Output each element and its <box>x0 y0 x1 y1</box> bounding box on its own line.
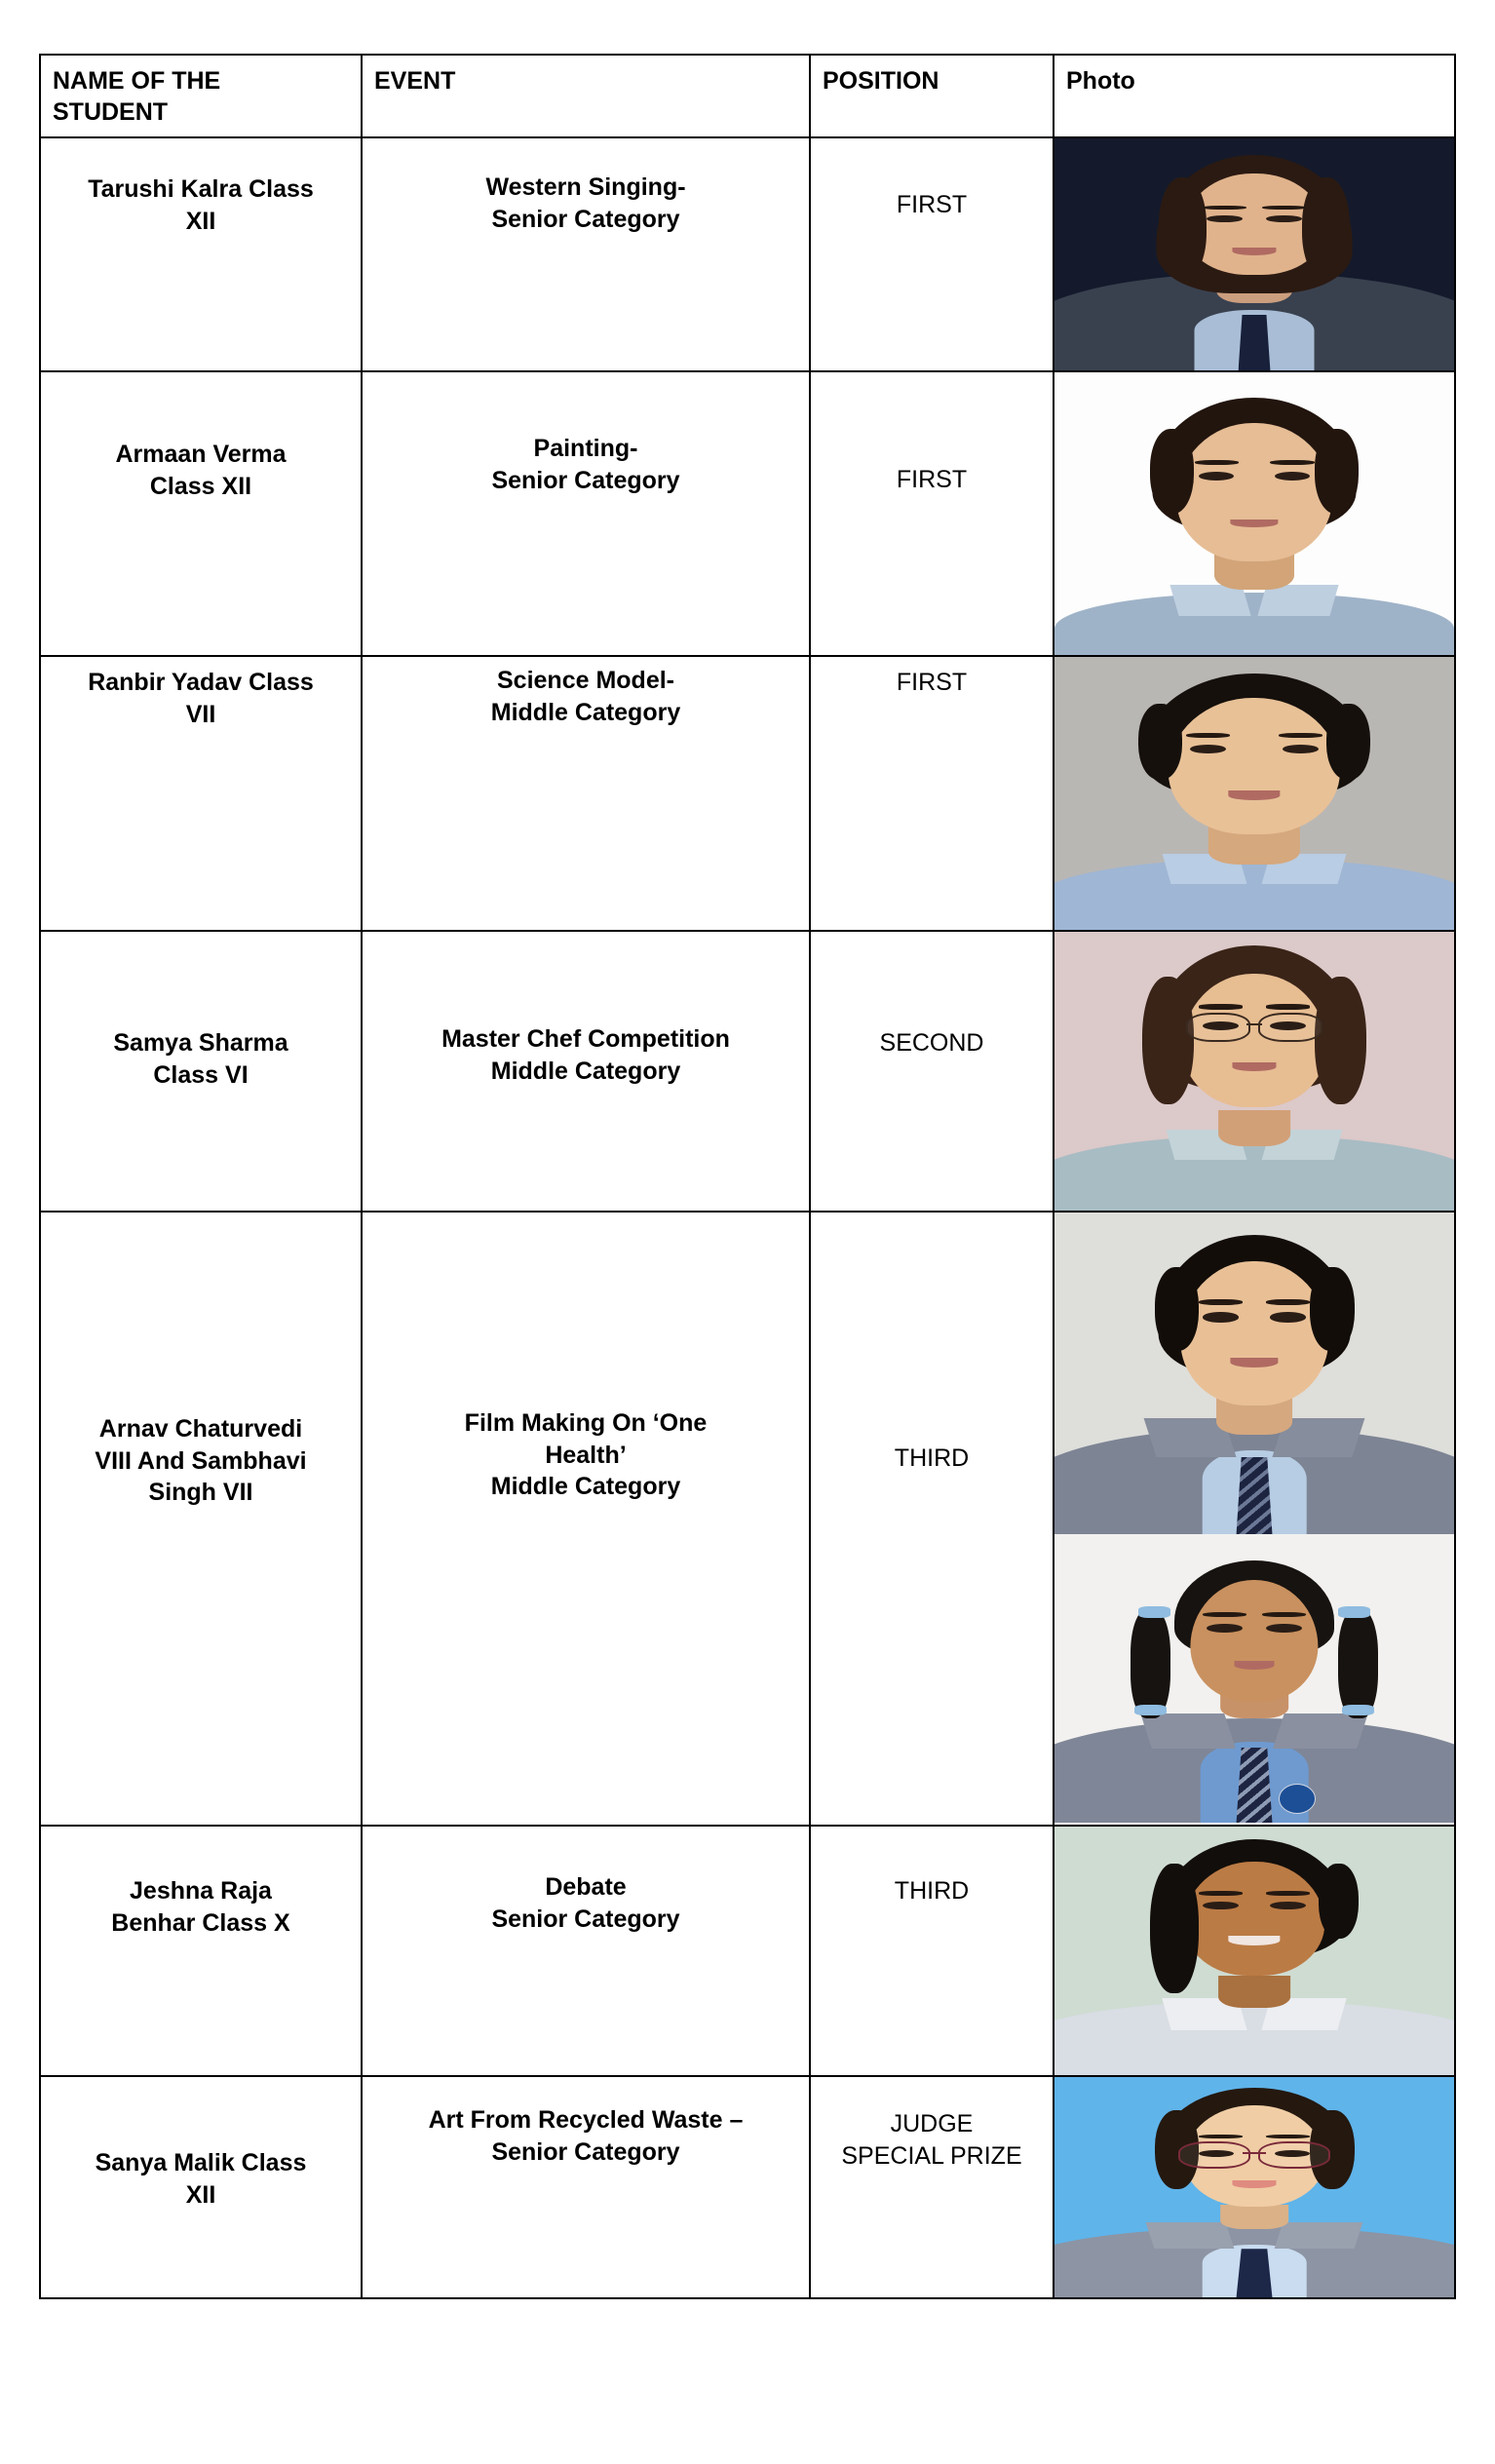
photo-cell <box>1054 137 1455 371</box>
photo-cell <box>1054 1212 1455 1826</box>
student-name-line1: Tarushi Kalra Class <box>88 175 314 203</box>
event-line2: Senior Category <box>491 205 680 233</box>
position-cell <box>810 371 1054 656</box>
event-text <box>363 932 809 1087</box>
student-name-line1: Arnav Chaturvedi <box>98 1415 303 1443</box>
student-name-cell <box>40 931 362 1212</box>
table-row <box>40 2076 1455 2298</box>
student-name-line2: VIII And Sambhavi <box>95 1446 307 1475</box>
event-line1: Western Singing- <box>485 173 686 201</box>
student-name-line1: Samya Sharma <box>113 1029 288 1057</box>
table-row <box>40 1212 1455 1826</box>
event-line1: Film Making On ‘One <box>464 1409 708 1437</box>
table-header <box>40 55 1455 137</box>
position-cell <box>810 656 1054 931</box>
event-line1: Art From Recycled Waste – <box>428 2106 744 2134</box>
student-photo <box>1054 1534 1454 1823</box>
position-text: FIRST <box>896 466 968 493</box>
student-name-cell <box>40 371 362 656</box>
student-name-text <box>41 2077 361 2211</box>
table-body <box>40 137 1455 2298</box>
student-name-text <box>41 1213 361 1509</box>
event-cell <box>362 2076 810 2298</box>
student-name-text <box>41 657 361 730</box>
student-name-line2: XII <box>185 2180 216 2209</box>
table-row <box>40 137 1455 371</box>
position-line1: JUDGE <box>890 2110 974 2137</box>
photo-stack <box>1054 138 1454 370</box>
student-name-line2: VII <box>185 700 216 728</box>
student-name-line2: Class XII <box>149 472 252 500</box>
event-cell <box>362 1212 810 1826</box>
position-text: THIRD <box>894 1877 970 1905</box>
event-text <box>363 657 809 728</box>
student-name-line1: Ranbir Yadav Class <box>88 669 314 696</box>
event-text <box>363 2077 809 2168</box>
column-header-name <box>40 55 362 137</box>
column-header-event-text: EVENT <box>374 67 456 95</box>
student-name-line1: Sanya Malik Class <box>95 2149 307 2176</box>
table-row <box>40 371 1455 656</box>
event-line2: Health’ <box>545 1441 627 1469</box>
event-line2: Middle Category <box>490 1057 681 1085</box>
column-header-position <box>810 55 1054 137</box>
position-text <box>811 2077 1053 2172</box>
student-name-cell <box>40 137 362 371</box>
event-line2: Middle Category <box>490 698 681 726</box>
event-cell <box>362 1826 810 2076</box>
student-name-text <box>41 1827 361 1939</box>
position-text: THIRD <box>894 1444 970 1472</box>
student-name-line2: Class VI <box>153 1060 249 1089</box>
table-row <box>40 931 1455 1212</box>
position-cell <box>810 931 1054 1212</box>
position-text: SECOND <box>879 1029 984 1057</box>
event-line2: Senior Category <box>491 466 680 494</box>
event-line1: Master Chef Competition <box>441 1025 730 1053</box>
student-name-line3: Singh VII <box>148 1479 253 1506</box>
header-name-line2: STUDENT <box>53 98 169 126</box>
column-header-photo <box>1054 55 1455 137</box>
table-row <box>40 1826 1455 2076</box>
position-line2: SPECIAL PRIZE <box>841 2141 1022 2170</box>
awards-table <box>39 54 1456 2299</box>
column-header-event <box>362 55 810 137</box>
event-text <box>363 1213 809 1503</box>
student-photo <box>1054 1827 1454 2075</box>
event-cell <box>362 931 810 1212</box>
table-header-row <box>40 55 1455 137</box>
student-name-text <box>41 138 361 237</box>
event-line1: Painting- <box>533 435 638 462</box>
event-text <box>363 372 809 496</box>
student-photo <box>1054 657 1454 930</box>
photo-stack <box>1054 657 1454 930</box>
student-name-line2: XII <box>185 207 216 235</box>
photo-stack <box>1054 1213 1454 1823</box>
student-photo <box>1054 2077 1454 2297</box>
position-cell <box>810 137 1054 371</box>
table-row <box>40 656 1455 931</box>
event-line2: Senior Category <box>491 2137 680 2166</box>
position-cell <box>810 1212 1054 1826</box>
event-text <box>363 1827 809 1935</box>
photo-stack <box>1054 932 1454 1211</box>
column-header-name-text <box>41 56 361 128</box>
student-name-line2: Benhar Class X <box>111 1908 290 1937</box>
student-photo <box>1054 932 1454 1211</box>
student-name-cell <box>40 1212 362 1826</box>
photo-cell <box>1054 931 1455 1212</box>
photo-stack <box>1054 372 1454 655</box>
event-text <box>363 138 809 235</box>
column-header-position-text: POSITION <box>823 67 939 95</box>
event-cell <box>362 656 810 931</box>
header-name-line1: NAME OF THE <box>53 67 221 95</box>
column-header-photo-text: Photo <box>1066 67 1135 95</box>
position-text: FIRST <box>896 669 968 696</box>
event-cell <box>362 371 810 656</box>
photo-cell <box>1054 2076 1455 2298</box>
student-name-cell <box>40 2076 362 2298</box>
position-cell <box>810 2076 1054 2298</box>
student-name-text <box>41 932 361 1091</box>
photo-cell <box>1054 656 1455 931</box>
event-line3: Middle Category <box>490 1473 681 1500</box>
position-cell <box>810 1826 1054 2076</box>
event-line1: Debate <box>545 1873 627 1901</box>
student-name-cell <box>40 656 362 931</box>
photo-cell <box>1054 1826 1455 2076</box>
student-photo <box>1054 1213 1454 1534</box>
student-name-line1: Jeshna Raja <box>130 1877 272 1905</box>
photo-stack <box>1054 2077 1454 2297</box>
student-name-text <box>41 372 361 502</box>
photo-cell <box>1054 371 1455 656</box>
student-name-cell <box>40 1826 362 2076</box>
event-cell <box>362 137 810 371</box>
photo-stack <box>1054 1827 1454 2075</box>
student-photo <box>1054 138 1454 370</box>
student-name-line1: Armaan Verma <box>115 441 287 468</box>
event-line1: Science Model- <box>497 667 674 694</box>
position-text: FIRST <box>896 191 968 218</box>
student-photo <box>1054 372 1454 655</box>
event-line2: Senior Category <box>491 1905 680 1933</box>
